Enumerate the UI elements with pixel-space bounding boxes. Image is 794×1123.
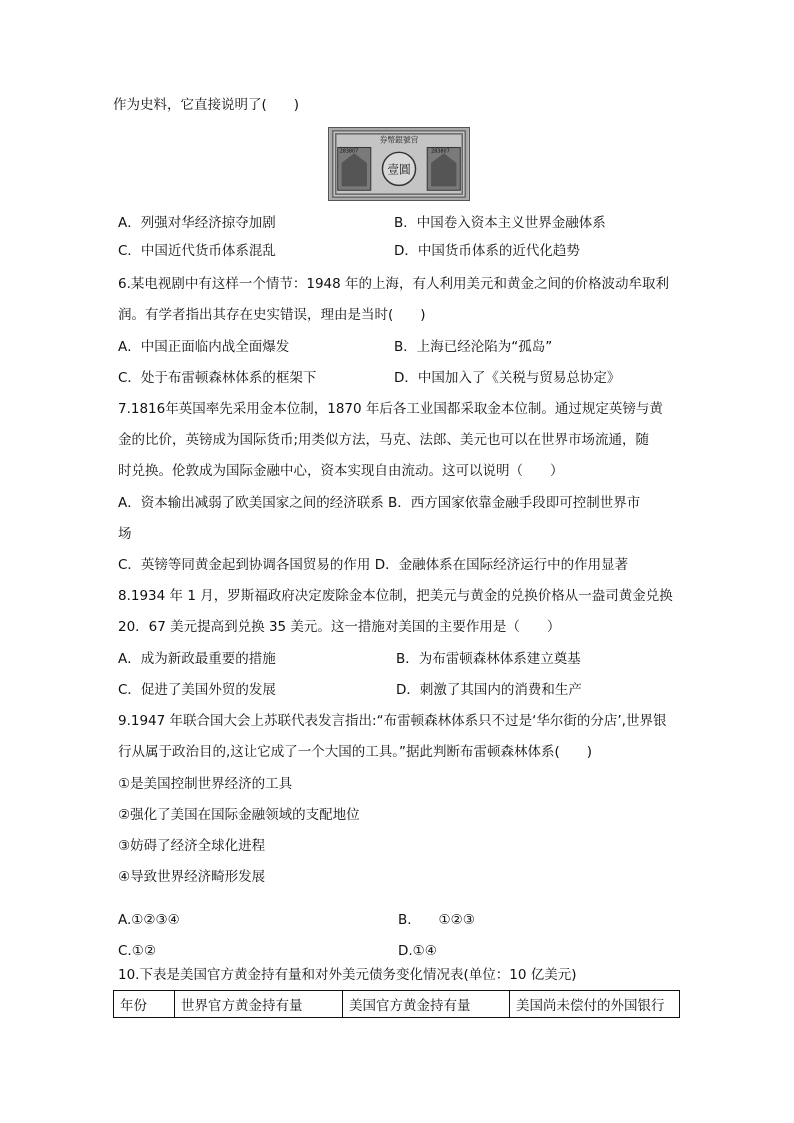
q7-stem-line2: 金的比价，英镑成为国际货币;用类似方法，马克、法郎、美元也可以在世界市场流通，随	[118, 432, 650, 448]
q8-option-c: C．促进了美国外贸的发展	[118, 682, 276, 698]
q9-option-b: B. ①②③	[398, 912, 475, 928]
table-header-cell: 世界官方黄金持有量	[175, 991, 343, 1018]
banknote-top-text: 券幣銀號官	[379, 135, 419, 145]
q6-option-b: B．上海已经沦陷为“孤岛”	[394, 339, 553, 355]
q7-options-cd: C．英镑等同黄金起到协调各国贸易的作用 D．金融体系在国际经济运行中的作用显著	[118, 557, 629, 573]
q9-item-4: ④导致世界经济畸形发展	[118, 869, 266, 885]
option-d: D．中国货币体系的近代化趋势	[394, 243, 580, 259]
q9-option-c: C.①②	[118, 943, 156, 959]
option-a: A．列强对华经济掠夺加剧	[118, 215, 276, 231]
gold-holdings-table	[113, 990, 680, 1018]
q9-stem-line1: 9.1947 年联合国大会上苏联代表发言指出:“布雷顿森林体系只不过是‘华尔街的分店’,世界银	[118, 713, 667, 729]
q6-option-d: D．中国加入了《关税与贸易总协定》	[394, 370, 621, 386]
q9-item-1: ①是美国控制世界经济的工具	[118, 776, 293, 792]
banknote-center-text: 壹圓	[387, 162, 411, 177]
q8-option-d: D．刺激了其国内的消费和生产	[396, 682, 582, 698]
table-header-cell: 美国尚未偿付的外国银行	[510, 991, 680, 1018]
q7-options-ab: A．资本输出减弱了欧美国家之间的经济联系 B．西方国家依靠金融手段即可控制世界市	[118, 495, 641, 511]
q7-stem-line3: 时兑换。伦敦成为国际金融中心，资本实现自由流动。这可以说明（ ）	[118, 463, 564, 479]
q6-stem-line2: 润。有学者指出其存在史实错误，理由是当时( )	[118, 307, 426, 323]
q10-stem: 10.下表是美国官方黄金持有量和对外美元债务变化情况表(单位：10 亿美元)	[118, 967, 577, 983]
q9-item-2: ②强化了美国在国际金融领域的支配地位	[118, 807, 360, 823]
banknote-image	[328, 127, 470, 201]
q7-stem-line1: 7.1816年英国率先采用金本位制，1870 年后各工业国都采取金本位制。通过规定英镑与黄	[118, 401, 663, 417]
q9-option-a: A.①②③④	[118, 912, 180, 928]
q9-option-d: D.①④	[398, 943, 437, 959]
table-header-cell: 年份	[114, 991, 175, 1018]
banknote-right-serial: 283807	[431, 148, 450, 155]
q8-stem-line2: 20．67 美元提高到兑换 35 美元。这一措施对美国的主要作用是（ ）	[118, 619, 561, 635]
option-b: B．中国卷入资本主义世界金融体系	[394, 215, 606, 231]
q8-option-b: B．为布雷顿森林体系建立奠基	[396, 651, 581, 667]
q9-item-3: ③妨碍了经济全球化进程	[118, 838, 266, 854]
option-c: C．中国近代货币体系混乱	[118, 243, 276, 259]
table-header-cell: 美国官方黄金持有量	[343, 991, 510, 1018]
q7-options-ab-wrap: 场	[118, 526, 132, 542]
q8-option-a: A．成为新政最重要的措施	[118, 651, 276, 667]
question-stem-continuation: 作为史料，它直接说明了( )	[113, 97, 300, 113]
banknote-left-serial: 283807	[339, 148, 359, 155]
table-header-row	[114, 991, 680, 1018]
q6-stem-line1: 6.某电视剧中有这样一个情节：1948 年的上海，有人利用美元和黄金之间的价格波动牟取利	[118, 276, 670, 292]
q9-stem-line2: 行从属于政治目的,这让它成了一个大国的工具。”据此判断布雷顿森林体系( )	[118, 744, 593, 760]
q8-stem-line1: 8.1934 年 1 月，罗斯福政府决定废除金本位制，把美元与黄金的兑换价格从一盎司黄金兑换	[118, 588, 673, 604]
q6-option-c: C．处于布雷顿森林体系的框架下	[118, 370, 317, 386]
q6-option-a: A．中国正面临内战全面爆发	[118, 339, 290, 355]
